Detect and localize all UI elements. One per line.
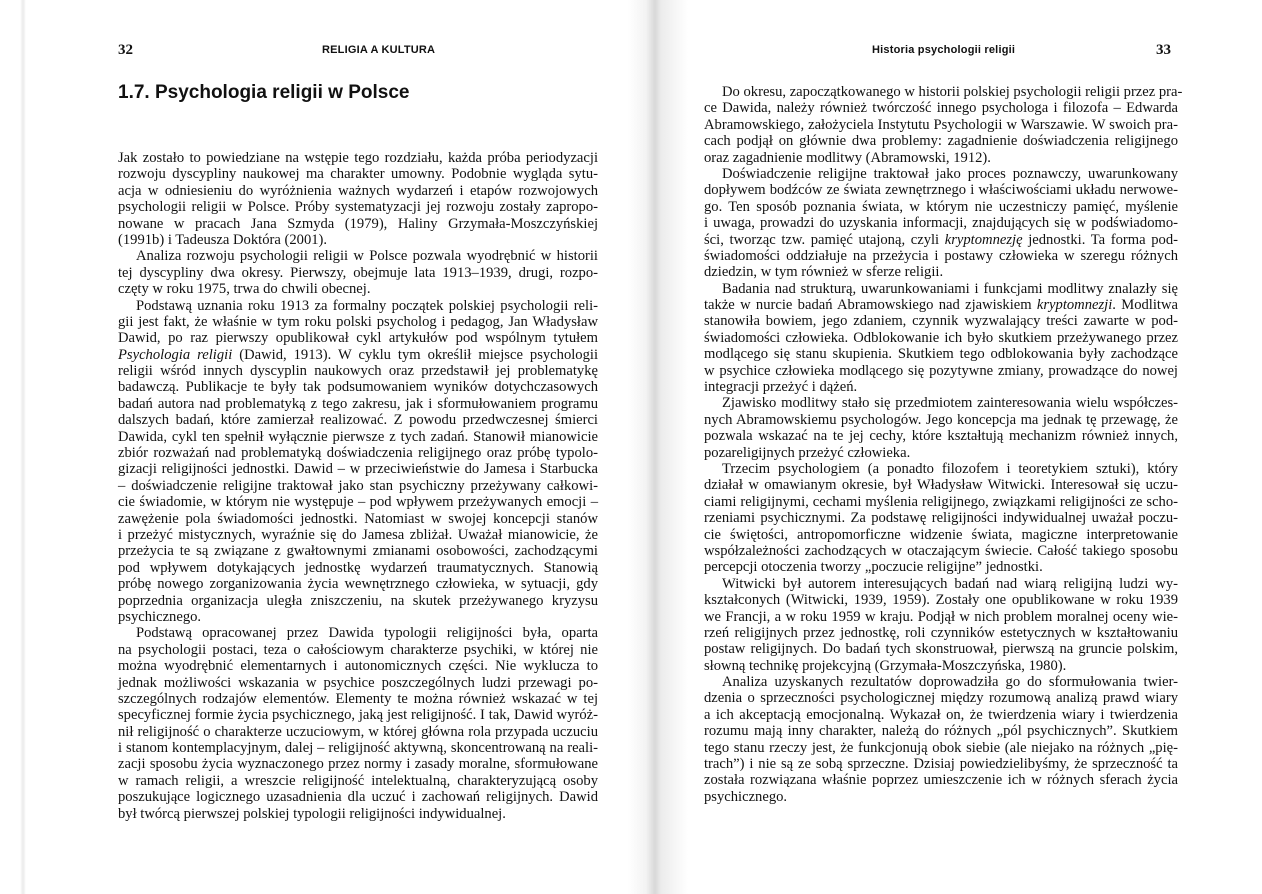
text-line: słowną technikę projekcyjną (Grzymała-Moszczyńska, 1980). bbox=[704, 657, 1067, 674]
text-line: percepcji otoczenia tworzy „poczucie religijne” jednostki. bbox=[704, 559, 1043, 576]
text-line: Analiza uzyskanych rezultatów doprowadziła go do sformułowania twier- bbox=[722, 674, 1178, 691]
text-line: Podstawą uznania roku 1913 za formalny początek polskiej psychologii reli- bbox=[136, 297, 598, 314]
running-head: Historia psychologii religii bbox=[872, 44, 1016, 56]
text-line: świadomości oddziałuje na przeżycia i postawy człowieka w szeregu różnych bbox=[704, 247, 1178, 264]
paragraph bbox=[704, 166, 1178, 281]
text-line: próbę nowego zorganizowania życia wewnętrznego człowieka, w sytuacji, gdy bbox=[118, 576, 598, 593]
text-line: psychologii religii w Polsce. Próby systematyzacji jej rozwoju zostały zapropo- bbox=[118, 199, 598, 216]
right-page bbox=[640, 0, 1262, 894]
text-line: dziedzin, w tym również w sferze religii. bbox=[704, 264, 944, 281]
text-line: Dawida, cykl ten spełnił wyłącznie pierwsze z tych zadań. Stanowił mianowicie bbox=[118, 428, 598, 445]
paragraph bbox=[118, 248, 598, 297]
text-line: dopływem bodźców ze świata zewnętrznego i właściwościami układu nerwowe- bbox=[704, 182, 1178, 199]
text-line: działał w omawianym okresie, był Władysław Witwicki. Interesował się uczu- bbox=[704, 477, 1178, 494]
paragraph bbox=[704, 281, 1178, 396]
text-line: integracji przeżyć i dążeń. bbox=[704, 379, 858, 396]
running-head: RELIGIA A KULTURA bbox=[322, 44, 436, 56]
text-line: we Francji, a w roku 1959 w kraju. Podjął w nich problem moralnej oceny wie- bbox=[704, 608, 1178, 625]
section-title: 1.7. Psychologia religii w Polsce bbox=[118, 82, 410, 103]
text-line: cie świadomie, w którym nie występuje – pod wpływem przeżywanych emocji – bbox=[118, 494, 598, 511]
text-line: dzenia o sprzeczności psychologicznej między rozumową analizą prawd wiary bbox=[704, 690, 1178, 707]
text-line: na psychologii postaci, teza o całościowym charakterze psychiki, w której nie bbox=[118, 641, 598, 658]
text-line: cach podjął on głównie dwa problemy: zagadnienie doświadczenia religijnego bbox=[704, 133, 1178, 150]
text-line: zacji sposobu życia wyznaczonego przez normy i zasady moralne, sformułowane bbox=[118, 756, 598, 773]
paragraph bbox=[118, 150, 598, 248]
page-number: 33 bbox=[1156, 42, 1171, 58]
text-line: poszukujące logicznego uzasadnienia dla uczuć i zachowań religijnych. Dawid bbox=[118, 789, 598, 806]
text-line: Do okresu, zapoczątkowanego w historii polskiej psychologii religii przez pra- bbox=[722, 84, 1183, 100]
text-line: postaw religijnych. Do badań tych skonstruował, pierwszą na gruncie polskim, bbox=[704, 641, 1178, 658]
text-line: pod wpływem dotykających jednostkę wydarzeń traumatycznych. Stanowią bbox=[118, 559, 598, 576]
text-line: przeżycia te są związane z gwałtownymi zmianami osobowości, zachodzącymi bbox=[118, 543, 598, 560]
text-line: Trzecim psychologiem (a ponadto filozofem i teoretykiem sztuki), który bbox=[722, 460, 1178, 477]
text-line: zbiór rozważań nad problematyką doświadczenia religijnego oraz próbę typolo- bbox=[118, 445, 598, 462]
text-line: psychicznego. bbox=[704, 788, 788, 805]
text-line: Podstawą opracowanej przez Dawida typologii religijności była, oparta bbox=[136, 625, 598, 642]
italic-term: kryptomnezji bbox=[1036, 297, 1113, 314]
text-line: także w nurcie badań Abramowskiego nad zjawiskiem kryptomnezji. Modlitwa bbox=[704, 297, 1178, 314]
text-line: tego stanu rzeczy jest, że funkcjonują obok siebie (ale niejako na różnych „pię- bbox=[704, 739, 1178, 756]
text-line: zawężenie pola świadomości jednostki. Natomiast w swojej koncepcji stanów bbox=[118, 510, 598, 527]
paragraph bbox=[118, 625, 598, 822]
text-line: rzeń religijnych przez jednostkę, roli czynników estetycznych w kształtowaniu bbox=[704, 624, 1178, 641]
body-text bbox=[704, 84, 1183, 805]
text-line: jednak możliwości wskazania w psychice poszczególnych ludzi przewagi po- bbox=[118, 674, 598, 691]
italic-term: Psychologia religii bbox=[118, 346, 233, 363]
text-line: rozumu mają inny charakter, należą do różnych „pól psychicznych”. Skutkiem bbox=[704, 723, 1178, 740]
text-line: Abramowskiego, założyciela Instytutu Psychologii w Warszawie. W swoich pra- bbox=[704, 116, 1178, 133]
text-line: był twórcą pierwszej polskiej typologii religijności indywidualnej. bbox=[118, 805, 506, 822]
text-line: Doświadczenie religijne traktował jako proces poznawczy, uwarunkowany bbox=[722, 165, 1178, 182]
text-line: badawczą. Publikacje te były tak podsumowaniem wyników dotychczasowych bbox=[118, 379, 598, 396]
italic-term: kryptomnezję bbox=[944, 231, 1023, 248]
text-line: stanowiła bowiem, jego zdaniem, czynnik wyzwalający treści zawarte w pod- bbox=[704, 313, 1178, 330]
text-line: Zjawisko modlitwy stało się przedmiotem zainteresowania wielu współczes- bbox=[722, 395, 1178, 412]
text-line: Dawid, po raz pierwszy opublikował cykl artykułów pod wspólnym tytułem bbox=[118, 330, 598, 347]
text-line: cie świętości, antropomorficzne widzenie świata, magiczne interpretowanie bbox=[704, 526, 1178, 543]
text-line: częty w roku 1975, trwa do chwili obecnej. bbox=[118, 281, 371, 298]
text-line: oraz zagadnienie modlitwy (Abramowski, 1912). bbox=[704, 149, 991, 166]
paragraph bbox=[704, 84, 1183, 166]
text-line: Analiza rozwoju psychologii religii w Polsce pozwala wyodrębnić w historii bbox=[136, 248, 598, 265]
text-line: Witwicki był autorem interesujących badań nad wiarą religijną ludzi wy- bbox=[722, 575, 1178, 592]
text-line: religii wśród innych dyscyplin naukowych oraz przedstawił jej problematykę bbox=[118, 363, 598, 380]
paragraph bbox=[118, 298, 598, 626]
text-line: ści, tworząc tzw. pamięć utajoną, czyli kryptomnezję jednostki. Ta forma pod- bbox=[704, 231, 1178, 248]
text-line: pozareligijnych przeżyć człowieka. bbox=[704, 444, 911, 461]
text-line: została rozwiązana właśnie poprzez umieszczenie ich w różnych sferach życia bbox=[704, 772, 1178, 789]
text-line: można wyodrębnić elementarnych i autonomicznych części. Nie wyklucza to bbox=[118, 658, 598, 675]
text-line: Jak zostało to powiedziane na wstępie tego rozdziału, każda próba periodyzacji bbox=[118, 150, 598, 166]
text-line: ciami religijnymi, cechami myślenia religijnego, związkami religijności ze scho- bbox=[704, 493, 1178, 510]
text-line: – doświadczenie religijne traktował jako stan psychiczny przeżywany całkowi- bbox=[118, 477, 598, 494]
text-line: kształconych (Witwicki, 1939, 1959). Zostały one opublikowane w roku 1939 bbox=[704, 592, 1178, 609]
text-line: nych Abramowskiemu psychologów. Jego koncepcja ma jednak tę przewagę, że bbox=[704, 411, 1178, 428]
text-line: Badania nad strukturą, uwarunkowaniami i funkcjami modlitwy znalazły się bbox=[722, 280, 1178, 297]
text-line: go. Ten sposób poznania świata, w którym nie uczestniczy pamięć, myślenie bbox=[704, 198, 1178, 215]
page-number: 32 bbox=[118, 42, 133, 58]
text-line: tej dyscypliny dwa okresy. Pierwszy, obejmuje lata 1913–1939, drugi, rozpo- bbox=[118, 264, 598, 281]
text-line: szczególnych rodzajów elementów. Elementy te można również wskazać w tej bbox=[118, 690, 598, 707]
text-line: rzeniami psychicznymi. Za podstawę religijności indywidualnej uważał poczu- bbox=[704, 510, 1178, 527]
text-line: i przeżyć mistycznych, wyraźnie się do Jamesa zbliżał. Uważał mianowicie, że bbox=[118, 526, 598, 543]
text-line: w psychice człowieka modlącego się pozytywne zmiany, prowadzące do nowej bbox=[704, 362, 1178, 379]
paragraph bbox=[704, 395, 1178, 461]
text-line: gii jest fakt, że właśnie w tym roku polski psycholog i pedagog, Jan Władysław bbox=[118, 313, 598, 330]
text-line: Psychologia religii (Dawid, 1913). W cyklu tym określił miejsce psychologii bbox=[118, 346, 598, 363]
text-line: rozwoju dyscypliny naukowej ma charakter umowny. Podobnie wygląda sytu- bbox=[118, 166, 598, 183]
text-line: gizacji religijności jednostki. Dawid – w przeciwieństwie do Jamesa i Starbucka bbox=[118, 461, 598, 478]
text-line: współzależności zachodzących w otaczającym świecie. Całość takiego sposobu bbox=[704, 542, 1178, 559]
body-text bbox=[118, 150, 598, 822]
text-line: modlącego się stanu skupienia. Skutkiem tego odblokowania były zachodzące bbox=[704, 346, 1178, 363]
text-line: świadomości człowieka. Odblokowanie ich było skutkiem przeżywanego przez bbox=[704, 329, 1178, 346]
text-line: i stanom kontemplacyjnym, dalej – religijność aktywną, skoncentrowaną na reali- bbox=[118, 740, 598, 757]
text-line: w ramach religii, a wreszcie religijność intelektualną, charakteryzującą osoby bbox=[118, 772, 598, 789]
paragraph bbox=[704, 461, 1178, 576]
text-line: i uwaga, prowadzi do uzyskania informacji, znajdujących się w podświadomo- bbox=[704, 215, 1178, 232]
text-line: specyficznej formie życia psychicznego, jaką jest religijność. I tak, Dawid wyróż- bbox=[118, 707, 598, 724]
text-line: a ich akceptacją emocjonalną. Wykazał on, że twierdzenia wiary i twierdzenia bbox=[704, 706, 1178, 723]
text-line: pozwala wskazać na te jej cechy, które kształtują mechanizm również innych, bbox=[704, 428, 1178, 445]
paragraph bbox=[704, 674, 1178, 805]
text-line: (1991b) i Tadeusza Doktóra (2001). bbox=[118, 231, 328, 248]
text-line: trach”) i nie są ze sobą sprzeczne. Dzisiaj powiedzielibyśmy, że sprzeczność ta bbox=[704, 756, 1178, 773]
text-line: dalszych badań, które zamierzał realizować. Z powodu przedwczesnej śmierci bbox=[118, 412, 598, 429]
text-line: nowane w pracach Jana Szmyda (1979), Haliny Grzymała-Moszczyńskiej bbox=[118, 215, 598, 232]
text-line: ce Dawida, należy również twórczość innego psychologa i filozofa – Edwarda bbox=[704, 100, 1178, 117]
text-line: psychicznego. bbox=[118, 608, 202, 625]
text-line: acja w odniesieniu do wyróżnienia ważnych wydarzeń i etapów rozwojowych bbox=[118, 182, 598, 199]
paragraph bbox=[704, 576, 1178, 674]
text-line: badań autora nad problematyką z tego zakresu, jak i sformułowaniem programu bbox=[118, 395, 598, 412]
text-line: poprzednia organizacja uległa zniszczeniu, na skutek przeżywanego kryzysu bbox=[118, 592, 598, 609]
text-line: nił religijność o charakterze uczuciowym, w której główna rola przypada uczuciu bbox=[118, 723, 598, 740]
